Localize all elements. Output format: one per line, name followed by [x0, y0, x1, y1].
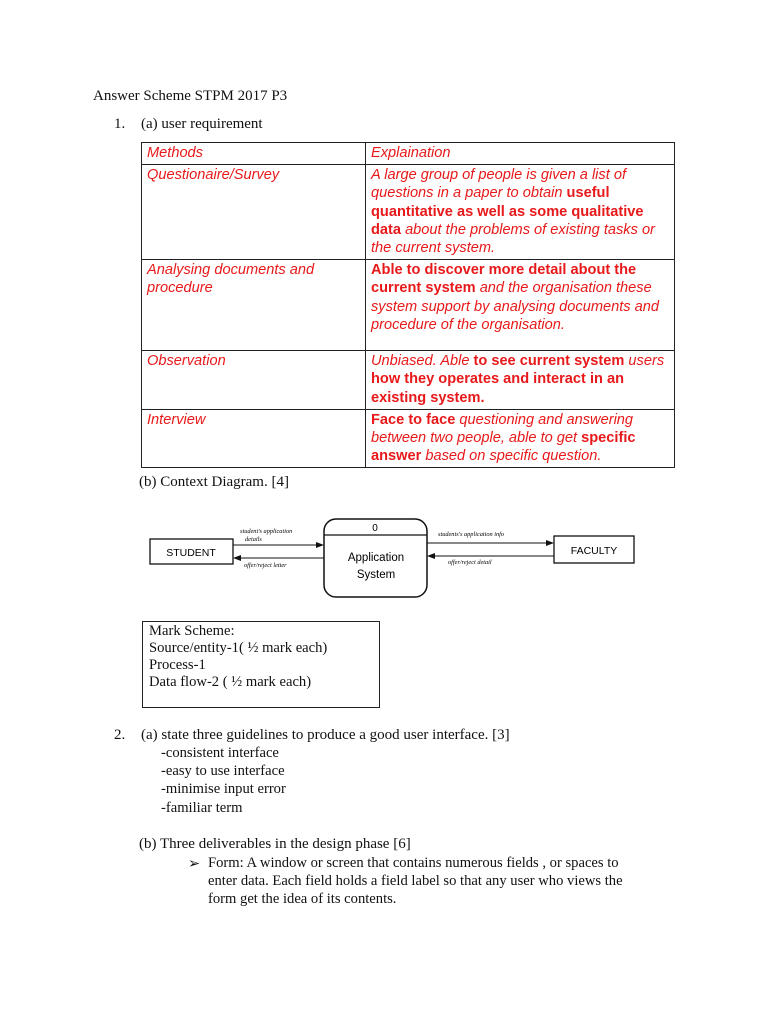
document-title: Answer Scheme STPM 2017 P3: [93, 88, 288, 104]
flow-label-application-info: students's application info: [438, 531, 505, 538]
faculty-entity-label: FACULTY: [570, 545, 618, 557]
process-label-line1: Application: [347, 552, 405, 564]
process-id: 0: [372, 523, 378, 534]
arrowhead: [316, 542, 324, 548]
flow-label-student-application-2: details: [245, 536, 262, 543]
mark-scheme-item: Source/entity-1( ½ mark each): [149, 640, 328, 656]
flow-label-student-application-1: student's application: [240, 528, 293, 535]
guideline-item: -easy to use interface: [161, 763, 285, 779]
guideline-item: -consistent interface: [161, 745, 279, 761]
flow-label-offer-reject-letter: offer/reject letter: [244, 562, 287, 569]
method-cell: Observation: [142, 351, 366, 410]
table-header-row: [142, 143, 675, 165]
user-requirement-table: [141, 142, 675, 468]
question-2a-heading: (a) state three guidelines to produce a good user interface. [3]: [141, 727, 510, 743]
explanation-cell: A large group of people is given a list of questions in a paper to obtain useful quantitative as well as some qualitative data about the problems of existing tasks or the current system.: [366, 165, 675, 260]
bullet-arrow-icon: ➢: [188, 856, 201, 872]
arrowhead: [546, 540, 554, 546]
arrowhead: [427, 553, 435, 559]
deliverable-line: Form: A window or screen that contains numerous fields , or spaces to: [208, 855, 619, 871]
method-cell: Analysing documents and procedure: [142, 260, 366, 351]
method-cell: Interview: [142, 409, 366, 468]
question-1b-heading: (b) Context Diagram. [4]: [139, 474, 289, 490]
table-row: [142, 260, 675, 351]
guideline-item: -familiar term: [161, 800, 243, 816]
arrowhead: [233, 555, 241, 561]
table-row: [142, 351, 675, 410]
mark-scheme-item: Process-1: [149, 657, 206, 673]
explanation-cell: Able to discover more detail about the current system and the organisation these system support by analysing documents and procedure of the organisation.: [366, 260, 675, 351]
explanation-cell: Unbiased. Able to see current system users how they operates and interact in an existing system.: [366, 351, 675, 410]
flow-label-offer-reject-detail: offer/reject detail: [448, 559, 492, 566]
student-entity-label: STUDENT: [166, 547, 216, 559]
mark-scheme-heading: Mark Scheme:: [149, 623, 235, 639]
question-1a-heading: (a) user requirement: [141, 116, 263, 132]
guideline-item: -minimise input error: [161, 781, 286, 797]
mark-scheme-box: [142, 621, 380, 708]
table-row: [142, 409, 675, 468]
process-label-line2: System: [356, 569, 396, 581]
method-cell: Questionaire/Survey: [142, 165, 366, 260]
question-2b-heading: (b) Three deliverables in the design phase [6]: [139, 836, 411, 852]
table-header-methods: Methods: [142, 143, 366, 165]
table-row: [142, 165, 675, 260]
question-2-number: 2.: [114, 727, 126, 743]
deliverable-line: enter data. Each field holds a field label so that any user who views the: [208, 873, 623, 889]
mark-scheme-item: Data flow-2 ( ½ mark each): [149, 674, 312, 690]
explanation-cell: Face to face questioning and answering between two people, able to get specific answer based on specific question.: [366, 409, 675, 468]
context-diagram: [130, 505, 660, 610]
deliverable-line: form get the idea of its contents.: [208, 891, 397, 907]
question-1-number: 1.: [114, 116, 126, 132]
table-header-explanation: Explaination: [366, 143, 675, 165]
